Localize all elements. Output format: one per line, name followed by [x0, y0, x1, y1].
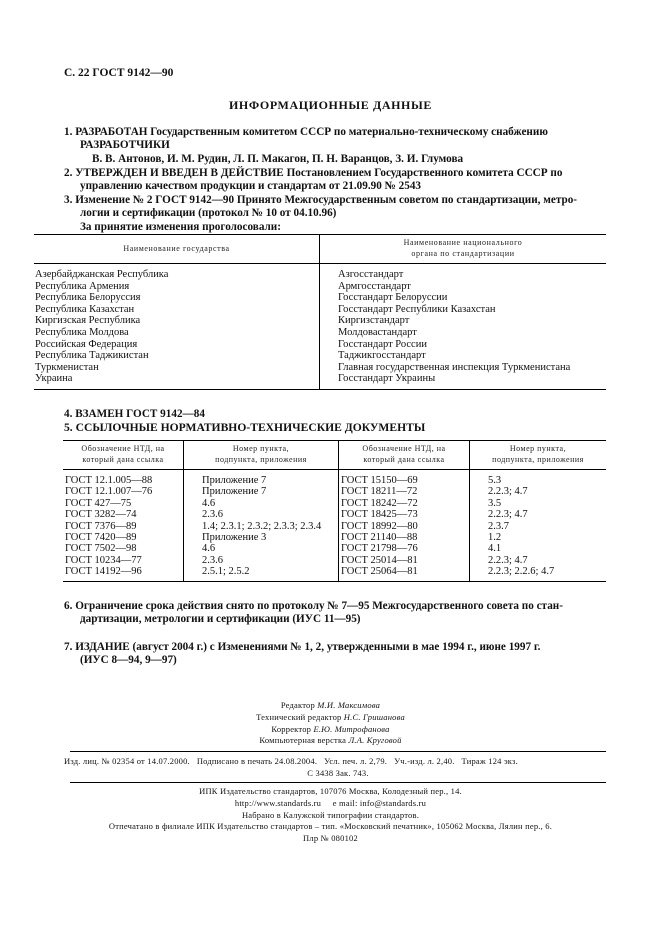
refs-cell-item: Приложение 7 [184, 470, 339, 487]
votes-cell-body: Азгосстандарт [338, 269, 404, 280]
refs-header-item-1: Номер пункта, подпункта, приложения [184, 441, 339, 470]
section-5: 5. ССЫЛОЧНЫЕ НОРМАТИВНО-ТЕХНИЧЕСКИЕ ДОКУМЕНТЫ [64, 421, 426, 434]
refs-row [63, 532, 606, 543]
votes-cell-state: Российская Федерация [34, 339, 320, 351]
print-info-line-2: С 3438 Зак. 743. [307, 767, 369, 778]
refs-cell-doc: ГОСТ 18211—72 [339, 486, 470, 497]
refs-cell-doc: ГОСТ 10234—77 [63, 555, 184, 566]
refs-cell-item: 4.6 [184, 498, 339, 509]
votes-cell-body: Госстандарт Белоруссии [338, 292, 448, 304]
credit-editor: Редактор М.И. Максимова [280, 700, 381, 710]
votes-cell-body: Таджикгосстандарт [338, 350, 426, 362]
refs-cell-item: 3.5 [488, 497, 502, 509]
refs-cell-doc: ГОСТ 18992—80 [339, 521, 470, 532]
refs-cell-doc: ГОСТ 18242—72 [339, 498, 470, 509]
votes-table [34, 234, 606, 390]
publisher-line-1: ИПК Издательство стандартов, 107076 Москва, Колодезный пер., 14. [199, 786, 462, 796]
section-7 [64, 641, 604, 668]
refs-cell-doc: ГОСТ 18425—73 [339, 509, 470, 520]
votes-row [34, 304, 606, 316]
votes-cell-state: Республика Казахстан [34, 304, 320, 316]
credits-block [0, 700, 661, 747]
publisher-web: http://www.standards.ru e mail: info@standards.ru [234, 797, 427, 808]
refs-cell-doc: ГОСТ 21798—76 [339, 543, 470, 554]
publisher-line-5: Плр № 080102 [303, 833, 358, 844]
divider-top [70, 751, 606, 752]
refs-cell-item: Приложение 3 [184, 532, 339, 543]
section-1-developers: В. В. Антонов, И. М. Рудин, Л. П. Макагон, П. Н. Варанцов, З. И. Глумова [92, 152, 464, 165]
votes-cell-state: Украина [34, 373, 320, 389]
refs-cell-item: 4.1 [488, 543, 502, 555]
votes-row [34, 292, 606, 304]
page-title: ИНФОРМАЦИОННЫЕ ДАННЫЕ [229, 98, 432, 112]
section-6-line-1: 6. Ограничение срока действия снято по протоколу № 7—95 Межгосударственного совета по стан- [64, 600, 563, 612]
refs-cell-doc: ГОСТ 25014—81 [339, 555, 470, 566]
refs-cell-item: 1.4; 2.3.1; 2.3.2; 2.3.3; 2.3.4 [184, 521, 339, 532]
section-1-line-1: 1. РАЗРАБОТАН Государственным комитетом СССР по материально-техническому снабжению [64, 126, 548, 138]
section-2-line-2: управлению качеством продукции и стандартам от 21.09.90 № 2543 [80, 180, 422, 193]
section-6-line-2: дартизации, метрологии и сертификации (ИУС 11—95) [80, 613, 361, 626]
votes-cell-body: Главная государственная инспекция Туркменистана [338, 361, 571, 373]
votes-cell-body: Киргизстандарт [338, 315, 410, 327]
refs-row [63, 470, 606, 487]
refs-cell-doc: ГОСТ 25064—81 [339, 566, 470, 581]
section-7-line-1: 7. ИЗДАНИЕ (август 2004 г.) с Изменениями № 1, 2, утвержденными в мае 1994 г., июне 1997 г. [64, 641, 541, 653]
votes-row [34, 327, 606, 339]
credit-proofreader: Корректор Е.Ю. Митрофанова [271, 723, 390, 734]
refs-cell-doc: ГОСТ 7502—98 [63, 543, 184, 554]
votes-row [34, 264, 606, 281]
section-3-line-3: За принятие изменения проголосовали: [80, 220, 281, 233]
refs-cell-doc: ГОСТ 12.1.007—76 [63, 486, 184, 497]
refs-header-item-2: Номер пункта, подпункта, приложения [470, 441, 607, 470]
votes-row [34, 315, 606, 327]
votes-cell-state: Туркменистан [34, 362, 320, 374]
refs-cell-item: 2.3.7 [488, 520, 509, 532]
refs-cell-doc: ГОСТ 7420—89 [63, 532, 184, 543]
refs-row [63, 521, 606, 532]
credit-layout: Компьютерная верстка Л.А. Круговой [259, 735, 402, 746]
refs-cell-doc: ГОСТ 15150—69 [339, 470, 470, 487]
refs-cell-item: 2.2.3; 2.2.6; 4.7 [470, 566, 607, 581]
section-6 [64, 600, 604, 627]
votes-header-body: Наименование национального органа по стандартизации [320, 235, 607, 264]
votes-cell-body: Госстандарт Украины [320, 373, 607, 389]
votes-cell-state: Азербайджанская Республика [34, 264, 320, 281]
section-1-line-2: РАЗРАБОТЧИКИ [80, 139, 170, 152]
references-table [63, 440, 606, 582]
section-3-line-2: логии и сертификации (протокол № 10 от 04.10.96) [80, 207, 337, 220]
votes-cell-body: Госстандарт Республики Казахстан [338, 303, 496, 315]
publisher-line-3: Набрано в Калужской типографии стандартов. [241, 809, 420, 820]
refs-cell-doc: ГОСТ 21140—88 [339, 532, 470, 543]
votes-cell-body: Молдовастандарт [338, 326, 417, 338]
publisher-line-4: Отпечатано в филиале ИПК Издательство стандартов – тип. «Московский печатник», 105062 Москва, Лялин пер., 6. [108, 821, 553, 832]
refs-header-doc-1: Обозначение НТД, на который дана ссылка [63, 441, 184, 470]
refs-row [63, 486, 606, 497]
votes-cell-state: Республика Белоруссия [34, 292, 320, 304]
refs-cell-item: 2.3.6 [184, 555, 339, 566]
refs-row [63, 555, 606, 566]
refs-cell-item: 2.2.3; 4.7 [488, 509, 528, 521]
refs-cell-item: Приложение 7 [184, 486, 339, 497]
print-info [64, 756, 612, 780]
refs-cell-item: 2.2.3; 4.7 [488, 554, 528, 566]
section-3-line-1: 3. Изменение № 2 ГОСТ 9142—90 Принято Межгосударственным советом по стандартизации, метро- [64, 194, 578, 206]
refs-cell-item: 2.2.3; 4.7 [488, 486, 528, 498]
refs-row [63, 543, 606, 554]
votes-cell-body: Армгосстандарт [338, 280, 411, 292]
votes-row [34, 362, 606, 374]
votes-cell-state: Киргизская Республика [34, 315, 320, 327]
refs-cell-item: 4.6 [184, 543, 339, 554]
refs-cell-doc: ГОСТ 3282—74 [63, 509, 184, 520]
section-1 [64, 126, 604, 166]
votes-row [34, 281, 606, 293]
votes-row [34, 350, 606, 362]
refs-cell-doc: ГОСТ 14192—96 [63, 566, 184, 581]
votes-cell-state: Республика Молдова [34, 327, 320, 339]
refs-cell-item: 5.3 [488, 475, 502, 486]
section-2 [64, 167, 604, 194]
votes-row [34, 339, 606, 351]
refs-header-doc-2: Обозначение НТД, на который дана ссылка [339, 441, 470, 470]
divider-bottom [70, 782, 606, 783]
votes-cell-body: Госстандарт России [338, 338, 427, 350]
section-3 [64, 194, 604, 234]
votes-row [34, 373, 606, 389]
refs-cell-item: 1.2 [488, 532, 502, 544]
refs-row [63, 566, 606, 581]
publisher-block [0, 786, 661, 845]
votes-header-state: Наименование государства [34, 235, 320, 264]
refs-cell-doc: ГОСТ 7376—89 [63, 521, 184, 532]
refs-row [63, 509, 606, 520]
print-info-line-1: Изд. лиц. № 02354 от 14.07.2000. Подписано в печать 24.08.2004. Усл. печ. л. 2,79. Уч.-изд. л. 2,40. Тираж 124 экз. [64, 756, 518, 766]
refs-cell-doc: ГОСТ 427—75 [63, 498, 184, 509]
refs-cell-item: 2.5.1; 2.5.2 [184, 566, 339, 581]
credit-tech-editor: Технический редактор Н.С. Гришанова [256, 711, 405, 722]
refs-cell-item: 2.3.6 [184, 509, 339, 520]
section-2-line-1: 2. УТВЕРЖДЕН И ВВЕДЕН В ДЕЙСТВИЕ Постановлением Государственного комитета СССР по [64, 167, 563, 179]
section-7-line-2: (ИУС 8—94, 9—97) [80, 654, 177, 667]
votes-cell-state: Республика Таджикистан [34, 350, 320, 362]
section-4: 4. ВЗАМЕН ГОСТ 9142—84 [64, 408, 205, 420]
refs-cell-doc: ГОСТ 12.1.005—88 [63, 470, 184, 487]
page-header: С. 22 ГОСТ 9142—90 [64, 67, 174, 79]
refs-row [63, 498, 606, 509]
votes-cell-state: Республика Армения [34, 281, 320, 293]
